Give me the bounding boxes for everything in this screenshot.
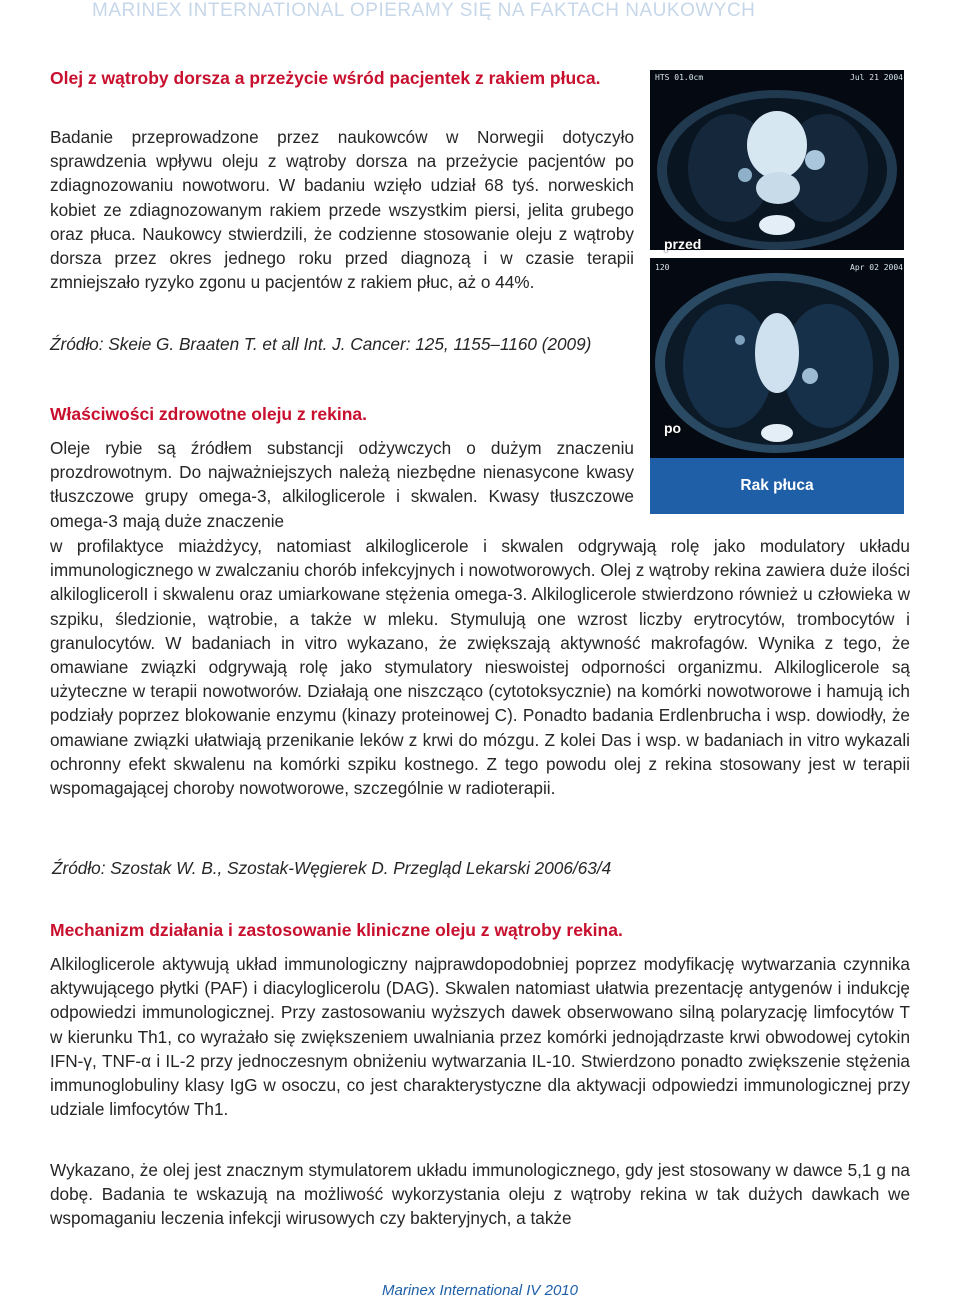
label-after: po (664, 420, 682, 436)
section3-para1: Alkiloglicerole aktywują układ immunologiczny najprawdopodobniej poprzez modyfikację wytwarzania czynnika aktywującego płytki (PAF) i diacyloglicerolu (DAG). Skwalen natomiast ułatwia prezentację antygenów i indukcję odpowiedzi immunologicznej. Przy zastosowaniu wyższych dawek obserwowano silną polaryzację limfocytów T w kierunku Th1, co wyrażało się zwiększeniem uwalniania przez komórki jednojądrzaste krwi obwodowej cytokin IFN-γ, TNF-α i IL-2 przy jednoczesnym obniżeniu wytwarzania IL-10. Stwierdzono ponadto zwiększenie stężenia immunoglobuliny klasy IgG w osoczu, co jest charakterystyczne dla aktywacji odpowiedzi immunologicznej przy udziale limfocytów Th1. (50, 954, 910, 1120)
section3-title: Mechanizm działania i zastosowanie kliniczne oleju z wątroby rekina. (50, 920, 623, 940)
section2-body-narrow: Oleje rybie są źródłem substancji odżywczych o dużym znaczeniu prozdrowotnym. Do najważniejszych należą niezbędne nienasycone kwasy tłuszczowe grupy omega-3, alkiloglicerole i skwalen. Kwasy tłuszczowe omega-3 mają duże znaczenie (50, 438, 634, 531)
ct-scan-figure (650, 70, 904, 515)
figure-caption: Rak płuca (650, 458, 904, 514)
svg-text:HTS 01.0cm: HTS 01.0cm (655, 73, 704, 82)
svg-text:120: 120 (655, 263, 670, 272)
svg-text:Apr 02 2004: Apr 02 2004 (850, 263, 903, 272)
page-header: MARINEX INTERNATIONAL OPIERAMY SIĘ NA FAKTACH NAUKOWYCH (92, 0, 756, 21)
section1-title: Olej z wątroby dorsza a przeżycie wśród pacjentek z rakiem płuca. (50, 68, 601, 88)
section2-body-wide: w profilaktyce miażdżycy, natomiast alkiloglicerole i skwalen odgrywają rolę jako modulatory układu immunologicznego w zwalczaniu chorób infekcyjnych i nowotworowych. Olej z wątroby rekina zawiera duże ilości alkiloglicerolI i skwalenu oraz umiarkowane stężenia omega-3. Alkiloglicerole stwierdzono również u człowieka w szpiku, śledzionie, wątrobie, a także w mleku. Stymulują one wzrost liczby erytrocytów, trombocytów i granulocytów. W badaniach in vitro wykazano, że zwiększają aktywność makrofagów. Wynika z tego, że omawiane związki odgrywają rolę jako stymulatory nieswoistej odporności organizmu. Alkiloglicerole są użyteczne w terapii nowotworów. Działają one niszcząco (cytotoksycznie) na komórki nowotworowe i hamują ich podziały poprzez blokowanie enzymu (kinazy proteinowej C). Ponadto badania Erdlenbrucha i wsp. dowiodły, że omawiane związki ułatwiają przenikanie leków z krwi do mózgu. Z kolei Das i wsp. w badaniach in vitro wykazali ochronny efekt skwalenu na komórki szpiku kostnego. Z tego powodu olej z rekina stosowany jest w terapii wspomagającej choroby nowotworowe, szczególnie w radioterapii. (50, 536, 910, 799)
svg-text:Jul 21 2004: Jul 21 2004 (850, 73, 903, 82)
section3-para2: Wykazano, że olej jest znacznym stymulatorem układu immunologicznego, gdy jest stosowany w dawce 5,1 g na dobę. Badania te wskazują na możliwość wykorzystania oleju z wątroby rekina w tak dużych dawkach we wspomaganiu leczenia infekcji wirusowych czy bakteryjnych, a także (50, 1160, 910, 1229)
section2-source: Źródło: Szostak W. B., Szostak-Węgierek D. Przegląd Lekarski 2006/63/4 (52, 858, 612, 878)
section1-body: Badanie przeprowadzone przez naukowców w Norwegii dotyczyło sprawdzenia wpływu oleju z wątroby dorsza na przeżycie pacjentów po zdiagnozowaniu nowotworu. W badaniu wzięło udział 68 tyś. norweskich kobiet ze zdiagnozowanym rakiem przede wszystkim piersi, jelita grubego oraz płuca. Naukowcy stwierdzili, że codzienne stosowanie oleju z wątroby dorsza przez okres jednego roku przed diagnozą i w czasie terapii zmniejszało ryzyko zgonu u pacjentów z rakiem płuc, aż o 44%. (50, 127, 634, 293)
label-before: przed (664, 236, 702, 252)
page-footer: Marinex International IV 2010 (382, 1282, 578, 1299)
ct-scan-before (650, 70, 904, 250)
section1-source: Źródło: Skeie G. Braaten T. et all Int. J. Cancer: 125, 1155–1160 (2009) (50, 334, 592, 354)
section2-title: Właściwości zdrowotne oleju z rekina. (50, 404, 368, 424)
ct-scan-after (650, 258, 904, 458)
